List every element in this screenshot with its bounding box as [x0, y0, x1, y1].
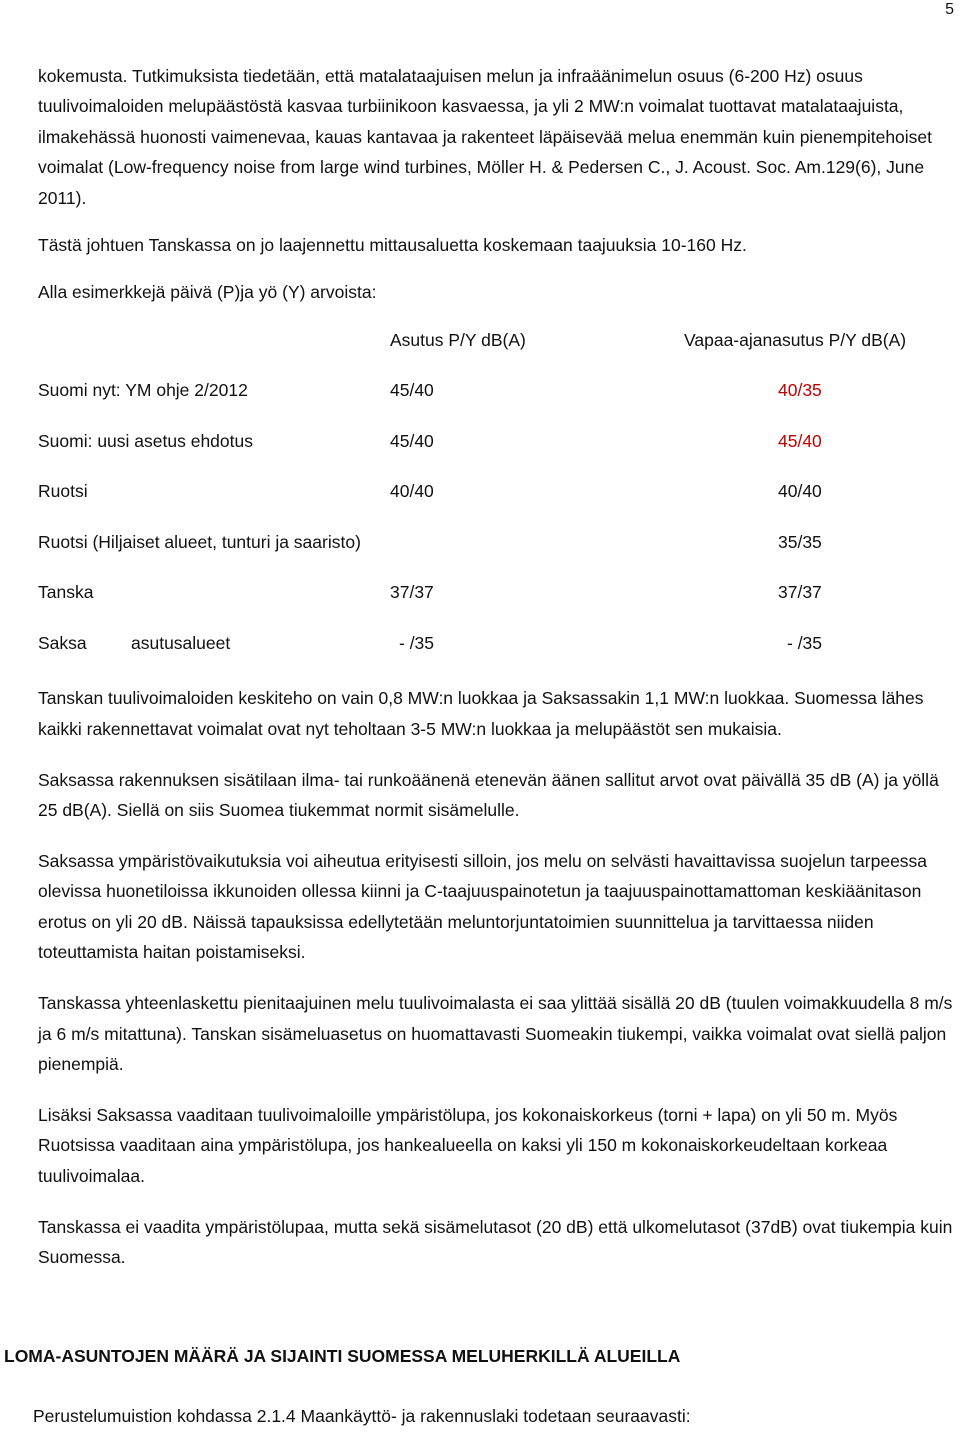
document-body — [38, 61, 958, 1272]
row-label: Tanska — [38, 582, 94, 603]
paragraph-denmark-lowfreq: Tanskassa yhteenlaskettu pienitaajuinen melu tuulivoimalasta ei saa ylittää sisällä 20 dB (tuulen voimakkuudella 8 m/s ja 6 m/s mitattuna). Tanskan sisämeluasetus on huomattavasti Suomeakin tiukempi, vaikka voimalat ovat siellä paljon pienempiä. — [38, 993, 953, 1074]
table-header-holiday: Vapaa-ajanasutus P/Y dB(A) — [684, 329, 907, 350]
row-value-residential: 45/40 — [390, 430, 434, 451]
row-value-holiday: 37/37 — [778, 582, 822, 603]
row-label: Saksa — [38, 632, 87, 653]
table-row — [38, 378, 958, 429]
table-row — [38, 580, 958, 631]
intro-paragraph: kokemusta. Tutkimuksista tiedetään, että matalataajuisen melun ja infraäänimelun osuus (6-200 Hz) osuus tuulivoimaloiden melupäästöstä kasvaa turbiinikoon kasvaessa, ja yli 2 MW:n voimalat tuottavat matalataajuista, ilmakehässä huonosti vaimenevaa, kauas kantavaa ja rakenteet läpäisevää melua enemmän kuin pienempitehoiset voimalat (Low-frequency noise from large wind turbines, Möller H. & Pedersen C., J. Acoust. Soc. Am.129(6), June 2011). — [38, 66, 933, 208]
paragraph-capacity: Tanskan tuulivoimaloiden keskiteho on vain 0,8 MW:n luokkaa ja Saksassakin 1,1 MW:n luokkaa. Suomessa lähes kaikki rakennettavat voimalat ovat nyt teholtaan 3-5 MW:n luokkaa ja melupäästöt sen mukaisia. — [38, 688, 924, 739]
row-value-residential: - /35 — [399, 632, 435, 653]
row-label: Suomi nyt: YM ohje 2/2012 — [38, 380, 248, 401]
row-value-residential: 37/37 — [390, 582, 434, 603]
paragraph-germany-indoor: Saksassa rakennuksen sisätilaan ilma- tai runkoäänenä etenevän äänen sallitut arvot ovat päivällä 35 dB (A) ja yöllä 25 dB(A). Siellä on siis Suomea tiukemmat normit sisämelulle. — [38, 769, 939, 821]
final-line: Perustelumuistion kohdassa 2.1.4 Maankäyttö- ja rakennuslaki todetaan seuraavasti: — [33, 1406, 691, 1426]
row-value-holiday: 45/40 — [778, 430, 822, 451]
row-value-holiday: 40/35 — [778, 380, 822, 401]
row-label: Ruotsi (Hiljaiset alueet, tunturi ja saaristo) — [38, 531, 361, 552]
table-header-residential: Asutus P/Y dB(A) — [390, 329, 526, 350]
paragraph-denmark-permit: Tanskassa ei vaadita ympäristölupaa, mutta sekä sisämelutasot (20 dB) että ulkomelutasot (37dB) ovat tiukempia kuin Suomessa. — [38, 1216, 953, 1267]
paragraph-germany-eia: Saksassa ympäristövaikutuksia voi aiheutua erityisesti silloin, jos melu on selvästi havaittavissa suojelun tarpeessa olevissa huonetiloissa ikkunoiden ollessa kiinni ja C-taajuuspainotetun ja taajuuspainottamattoman keskiäänitason erotus on yli 20 dB. Näissä tapauksissa edellytetään meluntorjuntatoimien suunnittelua ja tarvittaessa niiden toteuttamista haitan poistamiseksi. — [38, 850, 928, 963]
row-value-holiday: 35/35 — [778, 531, 822, 552]
row-label: Ruotsi — [38, 481, 88, 502]
paragraph-denmark-range: Tästä johtuen Tanskassa on jo laajennettu mittausaluetta koskemaan taajuuksia 10-160 Hz. — [38, 235, 747, 256]
row-value-holiday: 40/40 — [778, 481, 822, 502]
noise-limits-table — [38, 328, 958, 682]
row-value-residential: 45/40 — [390, 380, 434, 401]
row-label: Suomi: uusi asetus ehdotus — [38, 430, 253, 451]
table-row — [38, 631, 958, 682]
row-value-holiday: - /35 — [787, 632, 823, 653]
row-value-residential: 40/40 — [390, 481, 434, 502]
table-row — [38, 429, 958, 480]
table-row — [38, 530, 958, 581]
table-row — [38, 479, 958, 530]
page-number: 5 — [945, 1, 954, 18]
paragraph-permits: Lisäksi Saksassa vaaditaan tuulivoimaloille ympäristölupa, jos kokonaiskorkeus (torni + lapa) on yli 50 m. Myös Ruotsissa vaaditaan aina ympäristölupa, jos hankealueella on kaksi yli 150 m kokonaiskorkeudeltaan korkeaa tuulivoimalaa. — [38, 1104, 898, 1186]
section-heading: LOMA-ASUNTOJEN MÄÄRÄ JA SIJAINTI SUOMESSA MELUHERKILLÄ ALUEILLA — [4, 1346, 681, 1366]
table-header-row — [38, 328, 958, 379]
row-sublabel: asutusalueet — [131, 632, 231, 653]
paragraph-examples: Alla esimerkkejä päivä (P)ja yö (Y) arvoista: — [38, 282, 377, 303]
